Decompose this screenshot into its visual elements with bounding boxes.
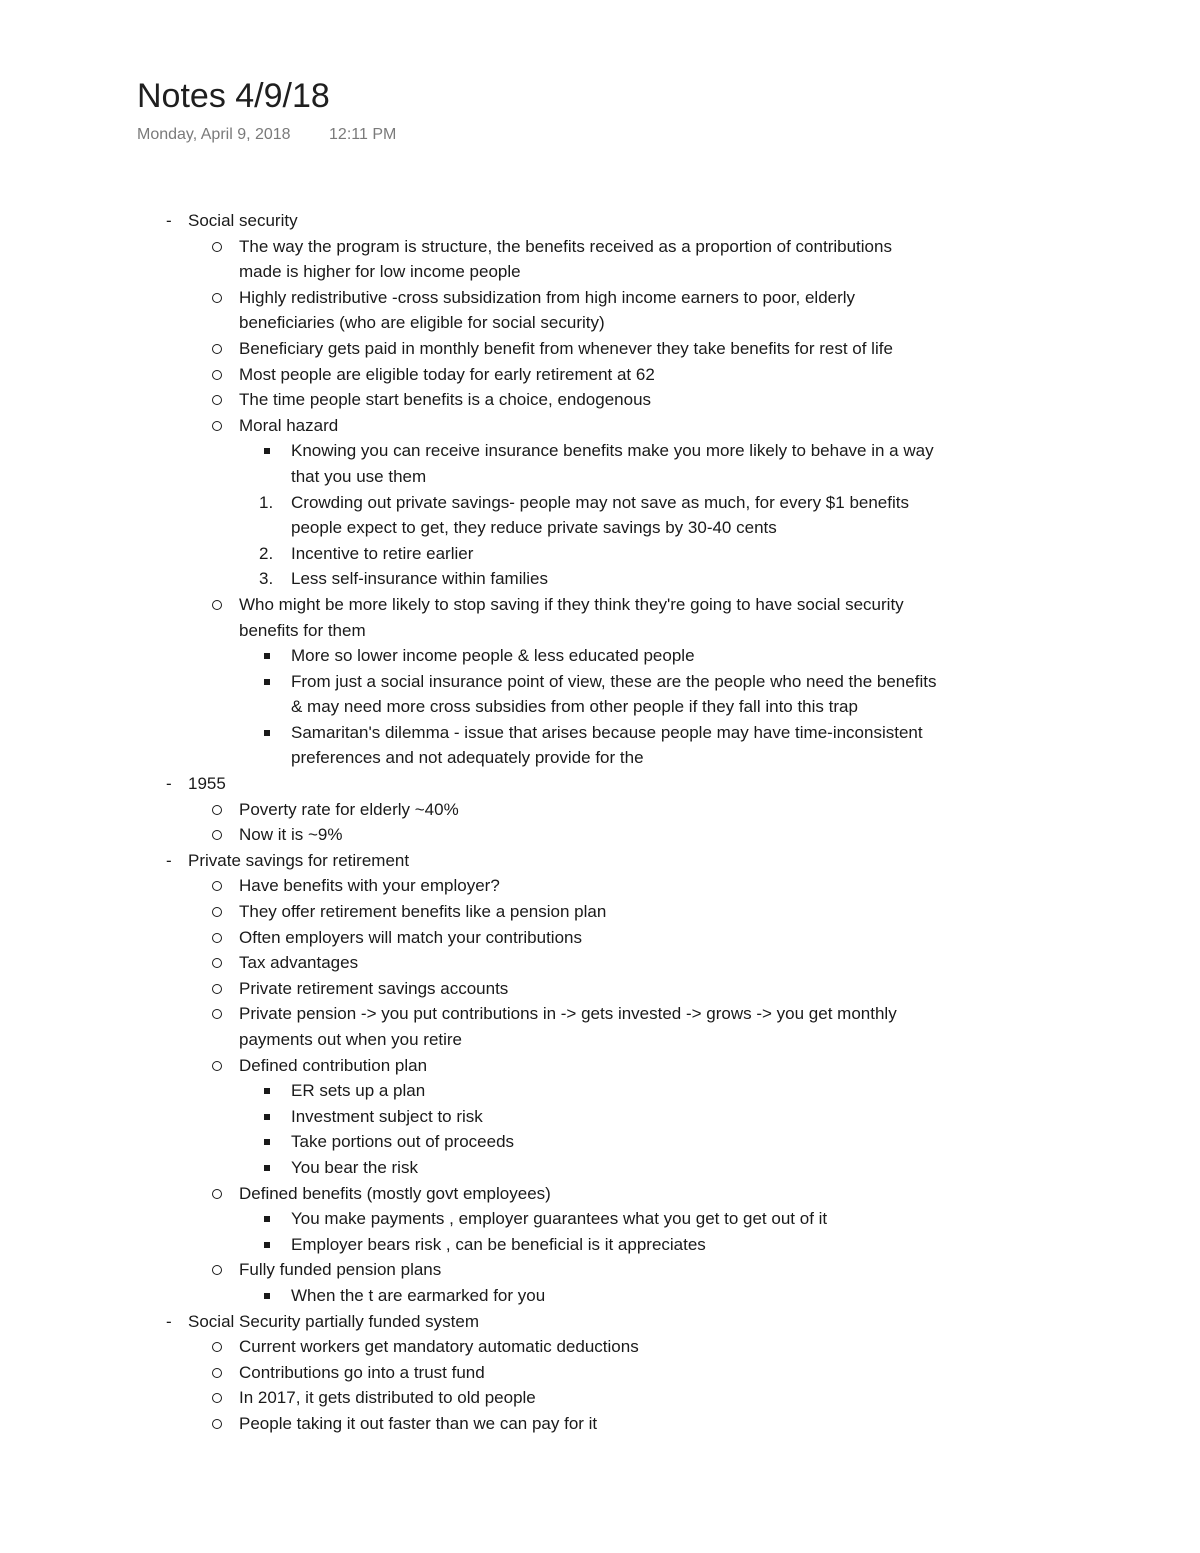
notes-outline xyxy=(0,208,1200,1437)
outline-item-level-2 xyxy=(0,1334,1200,1360)
circle-bullet-icon xyxy=(212,1368,222,1378)
outline-item-level-3 xyxy=(0,541,1200,567)
square-bullet-icon xyxy=(264,679,270,685)
square-bullet-icon xyxy=(264,1114,270,1120)
outline-item-level-2 xyxy=(0,413,1200,439)
outline-item-text: Social Security partially funded system xyxy=(188,1311,480,1331)
outline-item-text: Poverty rate for elderly ~40% xyxy=(239,799,459,819)
outline-item-level-2 xyxy=(0,285,1200,311)
outline-item-text: More so lower income people & less educated people xyxy=(291,646,695,666)
outline-item-level-3 xyxy=(0,1078,1200,1104)
outline-item-level-2 xyxy=(0,1385,1200,1411)
outline-item-level-3 xyxy=(0,464,1200,490)
outline-item-text: Take portions out of proceeds xyxy=(291,1132,515,1152)
outline-item-text: Often employers will match your contributions xyxy=(239,927,582,947)
outline-item-text: Now it is ~9% xyxy=(239,825,343,845)
page-time: 12:11 PM xyxy=(329,126,397,143)
outline-item-text: They offer retirement benefits like a pension plan xyxy=(239,902,607,922)
outline-item-level-2 xyxy=(0,1027,1200,1053)
circle-bullet-icon xyxy=(212,293,222,303)
outline-item-text: benefits for them xyxy=(239,620,366,640)
outline-item-text: Fully funded pension plans xyxy=(239,1260,442,1280)
outline-item-level-3 xyxy=(0,1129,1200,1155)
page-title: Notes 4/9/18 xyxy=(137,77,330,115)
outline-item-text: & may need more cross subsidies from other people if they fall into this trap xyxy=(291,697,858,717)
circle-bullet-icon xyxy=(212,370,222,380)
outline-item-level-3 xyxy=(0,438,1200,464)
outline-item-text: People taking it out faster than we can pay for it xyxy=(239,1413,598,1433)
square-bullet-icon xyxy=(264,1139,270,1145)
outline-item-text: Crowding out private savings- people may not save as much, for every $1 benefits xyxy=(291,492,909,512)
outline-item-text: preferences and not adequately provide for the xyxy=(291,748,644,768)
circle-bullet-icon xyxy=(212,1265,222,1275)
outline-item-level-2 xyxy=(0,1001,1200,1027)
outline-item-level-1 xyxy=(0,848,1200,874)
outline-item-text: Moral hazard xyxy=(239,415,339,435)
outline-item-level-3 xyxy=(0,566,1200,592)
outline-item-level-2 xyxy=(0,1053,1200,1079)
outline-item-level-3 xyxy=(0,1283,1200,1309)
outline-item-text: made is higher for low income people xyxy=(239,262,521,282)
square-bullet-icon xyxy=(264,1216,270,1222)
outline-item-text: You bear the risk xyxy=(291,1157,418,1177)
dash-bullet-icon xyxy=(166,1309,172,1335)
list-number: 3. xyxy=(259,569,274,589)
outline-item-text: Defined contribution plan xyxy=(239,1055,428,1075)
square-bullet-icon xyxy=(264,1088,270,1094)
circle-bullet-icon xyxy=(212,958,222,968)
outline-item-text: Who might be more likely to stop saving if they think they're going to have social security xyxy=(239,594,904,614)
circle-bullet-icon xyxy=(212,881,222,891)
page-date: Monday, April 9, 2018 xyxy=(137,126,291,143)
circle-bullet-icon xyxy=(212,344,222,354)
outline-item-text: Contributions go into a trust fund xyxy=(239,1362,485,1382)
dash-bullet-icon xyxy=(166,208,172,234)
circle-bullet-icon xyxy=(212,600,222,610)
outline-item-level-2 xyxy=(0,259,1200,285)
outline-item-level-3 xyxy=(0,1155,1200,1181)
outline-item-level-1 xyxy=(0,1309,1200,1335)
outline-item-level-3 xyxy=(0,490,1200,516)
outline-item-level-2 xyxy=(0,976,1200,1002)
outline-item-text: Social security xyxy=(188,211,298,230)
outline-item-level-1 xyxy=(0,208,1200,234)
outline-item-text: The way the program is structure, the benefits received as a proportion of contributions xyxy=(239,236,892,256)
circle-bullet-icon xyxy=(212,805,222,815)
outline-item-level-2 xyxy=(0,950,1200,976)
outline-item-level-2 xyxy=(0,362,1200,388)
outline-item-text: Knowing you can receive insurance benefits make you more likely to behave in a way xyxy=(291,441,934,461)
circle-bullet-icon xyxy=(212,933,222,943)
circle-bullet-icon xyxy=(212,395,222,405)
outline-item-text: ER sets up a plan xyxy=(291,1081,426,1101)
outline-item-level-3 xyxy=(0,515,1200,541)
outline-item-text: Have benefits with your employer? xyxy=(239,876,500,896)
outline-item-text: that you use them xyxy=(291,466,427,486)
outline-item-level-2 xyxy=(0,822,1200,848)
outline-item-text: Current workers get mandatory automatic deductions xyxy=(239,1337,639,1357)
square-bullet-icon xyxy=(264,1165,270,1171)
circle-bullet-icon xyxy=(212,1061,222,1071)
outline-item-text: Private savings for retirement xyxy=(188,850,410,870)
outline-item-text: Highly redistributive -cross subsidization from high income earners to poor, elderly xyxy=(239,287,856,307)
dash-bullet-icon xyxy=(166,848,172,874)
circle-bullet-icon xyxy=(212,984,222,994)
outline-item-text: Investment subject to risk xyxy=(291,1106,483,1126)
list-number: 1. xyxy=(259,492,274,512)
outline-item-level-2 xyxy=(0,336,1200,362)
outline-item-text: Most people are eligible today for early retirement at 62 xyxy=(239,364,655,384)
outline-item-text: payments out when you retire xyxy=(239,1030,463,1049)
outline-item-level-2 xyxy=(0,592,1200,618)
outline-item-level-2 xyxy=(0,1360,1200,1386)
circle-bullet-icon xyxy=(212,830,222,840)
outline-item-level-2 xyxy=(0,310,1200,336)
outline-item-text: In 2017, it gets distributed to old people xyxy=(239,1388,536,1408)
outline-item-level-2 xyxy=(0,387,1200,413)
outline-item-text: Employer bears risk , can be beneficial is it appreciates xyxy=(291,1234,706,1254)
circle-bullet-icon xyxy=(212,421,222,431)
circle-bullet-icon xyxy=(212,242,222,252)
outline-item-level-3 xyxy=(0,720,1200,746)
circle-bullet-icon xyxy=(212,1419,222,1429)
circle-bullet-icon xyxy=(212,1393,222,1403)
dash-bullet-icon xyxy=(166,771,172,797)
circle-bullet-icon xyxy=(212,1009,222,1019)
list-number: 2. xyxy=(259,543,274,563)
outline-item-level-2 xyxy=(0,1257,1200,1283)
outline-item-text: You make payments , employer guarantees what you get to get out of it xyxy=(291,1209,828,1229)
outline-item-text: beneficiaries (who are eligible for social security) xyxy=(239,313,605,333)
outline-item-text: Incentive to retire earlier xyxy=(291,543,474,563)
outline-item-level-2 xyxy=(0,925,1200,951)
outline-item-level-3 xyxy=(0,694,1200,720)
circle-bullet-icon xyxy=(212,907,222,917)
page-metadata xyxy=(137,125,396,145)
outline-item-text: Private pension -> you put contributions in -> gets invested -> grows -> you get monthly xyxy=(239,1004,897,1024)
outline-item-text: When the t are earmarked for you xyxy=(291,1285,546,1305)
outline-item-level-3 xyxy=(0,1232,1200,1258)
outline-item-text: Tax advantages xyxy=(239,953,359,973)
outline-item-text: Defined benefits (mostly govt employees) xyxy=(239,1183,551,1203)
outline-item-text: people expect to get, they reduce private savings by 30-40 cents xyxy=(291,518,777,538)
outline-item-text: Private retirement savings accounts xyxy=(239,978,509,998)
square-bullet-icon xyxy=(264,1293,270,1299)
outline-item-text: From just a social insurance point of view, these are the people who need the benefits xyxy=(291,671,937,691)
outline-item-level-2 xyxy=(0,797,1200,823)
square-bullet-icon xyxy=(264,448,270,454)
outline-item-level-2 xyxy=(0,873,1200,899)
outline-item-level-2 xyxy=(0,618,1200,644)
outline-item-level-3 xyxy=(0,1104,1200,1130)
outline-item-level-2 xyxy=(0,899,1200,925)
outline-item-text: The time people start benefits is a choice, endogenous xyxy=(239,390,652,410)
outline-item-level-2 xyxy=(0,1181,1200,1207)
square-bullet-icon xyxy=(264,730,270,736)
outline-item-level-3 xyxy=(0,643,1200,669)
outline-item-text: Beneficiary gets paid in monthly benefit from whenever they take benefits for rest of life xyxy=(239,338,893,358)
outline-item-text: 1955 xyxy=(188,774,226,794)
outline-item-level-2 xyxy=(0,234,1200,260)
outline-item-text: Samaritan's dilemma - issue that arises because people may have time-inconsistent xyxy=(291,722,923,742)
square-bullet-icon xyxy=(264,653,270,659)
outline-item-level-2 xyxy=(0,1411,1200,1437)
outline-item-level-3 xyxy=(0,669,1200,695)
outline-item-text: Less self-insurance within families xyxy=(291,569,548,589)
square-bullet-icon xyxy=(264,1242,270,1248)
circle-bullet-icon xyxy=(212,1342,222,1352)
circle-bullet-icon xyxy=(212,1189,222,1199)
outline-item-level-1 xyxy=(0,771,1200,797)
outline-item-level-3 xyxy=(0,745,1200,771)
outline-item-level-3 xyxy=(0,1206,1200,1232)
